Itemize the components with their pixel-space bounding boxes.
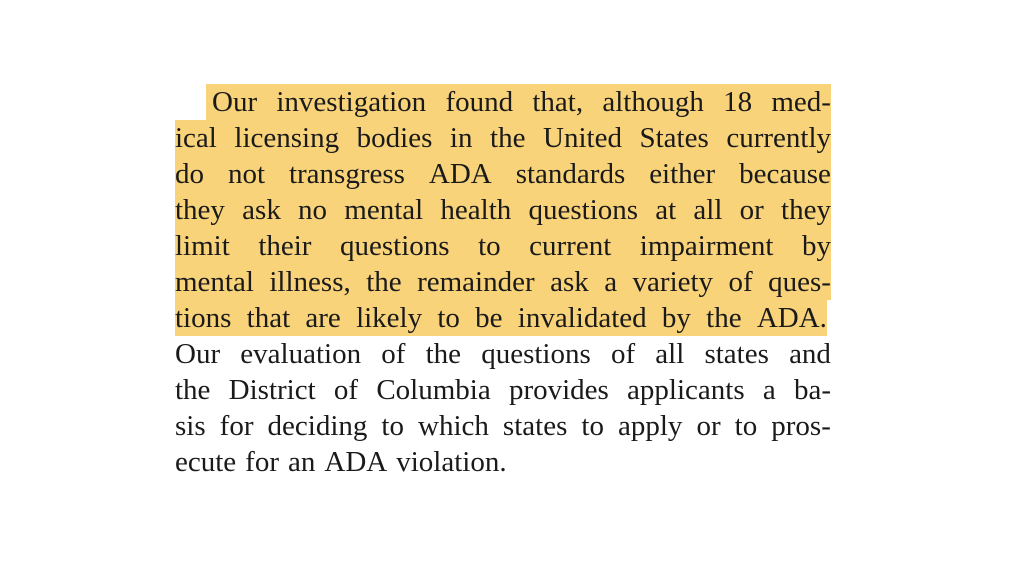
word: States [639, 122, 709, 154]
word: no [298, 194, 328, 226]
word: evaluation [240, 338, 362, 370]
word: Our [175, 338, 221, 370]
word: their [258, 230, 312, 262]
text-line-2 [175, 120, 831, 156]
word: an [288, 446, 316, 478]
word: questions [528, 194, 639, 226]
word: of [610, 338, 636, 370]
word: either [649, 158, 716, 190]
word: at [655, 194, 677, 226]
word: of [333, 374, 359, 406]
word: med- [771, 86, 831, 118]
word: to [581, 410, 604, 442]
word: violation. [396, 446, 507, 478]
word: a [604, 266, 618, 298]
word: investigation [276, 86, 427, 118]
word: and [789, 338, 831, 370]
word: the [706, 302, 742, 334]
word: ecute [175, 446, 237, 478]
text-line-8 [175, 336, 831, 372]
word: standards [515, 158, 626, 190]
word: of [728, 266, 753, 298]
word: District [228, 374, 316, 406]
word: which [418, 410, 489, 442]
word: that [246, 302, 291, 334]
text-line-11 [175, 444, 831, 480]
word: all [655, 338, 685, 370]
word: the [366, 266, 402, 298]
word: for [219, 410, 254, 442]
word: ques- [768, 266, 831, 298]
text-line-10 [175, 408, 831, 444]
word: by [661, 302, 691, 334]
word: limit [175, 230, 230, 262]
word: ask [242, 194, 281, 226]
word: United [543, 122, 622, 154]
text-line-6 [175, 264, 831, 300]
word: questions [481, 338, 591, 370]
word: to [734, 410, 758, 442]
word: they [781, 194, 831, 226]
word: variety [632, 266, 714, 298]
word: Our [212, 86, 258, 118]
word: for [245, 446, 279, 478]
word: although [602, 86, 704, 118]
word: apply [617, 410, 683, 442]
word: health [440, 194, 512, 226]
text-line-7 [175, 300, 827, 336]
word: do [175, 158, 204, 190]
word: invalidated [517, 302, 647, 334]
word: likely [356, 302, 423, 334]
text-line-4 [175, 192, 831, 228]
word: ba- [793, 374, 831, 406]
word: pros- [771, 410, 831, 442]
word: because [739, 158, 831, 190]
text-line-5 [175, 228, 831, 264]
word: ADA. [756, 302, 827, 334]
word: states [704, 338, 769, 370]
word: current [529, 230, 612, 262]
word: or [696, 410, 721, 442]
word: the [425, 338, 462, 370]
word: to [437, 302, 460, 334]
word: mental [344, 194, 424, 226]
word: in [449, 122, 473, 154]
word: licensing [234, 122, 340, 154]
word: all [693, 194, 723, 226]
word: not [227, 158, 266, 190]
word: questions [339, 230, 450, 262]
word: ical [175, 122, 217, 154]
text-line-1 [206, 84, 831, 120]
text-line-9 [175, 372, 831, 408]
word: sis [175, 410, 206, 442]
word: are [305, 302, 341, 334]
word: tions [175, 302, 232, 334]
word: by [801, 230, 831, 262]
word: applicants [627, 374, 745, 406]
word: deciding [267, 410, 368, 442]
word: states [502, 410, 568, 442]
word: a [762, 374, 776, 406]
word: mental [175, 266, 254, 298]
word: the [490, 122, 526, 154]
word: illness, [269, 266, 351, 298]
word: provides [508, 374, 609, 406]
word: ask [550, 266, 589, 298]
word: transgress [288, 158, 405, 190]
word: the [175, 374, 211, 406]
word: to [478, 230, 501, 262]
text-line-3 [175, 156, 831, 192]
word: impairment [639, 230, 774, 262]
word: or [739, 194, 764, 226]
word: to [381, 410, 404, 442]
word: 18 [723, 86, 753, 118]
word: remainder [417, 266, 535, 298]
word: found [445, 86, 514, 118]
word: of [381, 338, 406, 370]
word: that, [532, 86, 584, 118]
word: currently [726, 122, 831, 154]
word: Columbia [376, 374, 491, 406]
word: be [475, 302, 503, 334]
highlighted-paragraph [175, 84, 831, 480]
word: they [175, 194, 225, 226]
word: ADA [324, 446, 388, 478]
word: bodies [356, 122, 433, 154]
word: ADA [428, 158, 492, 190]
